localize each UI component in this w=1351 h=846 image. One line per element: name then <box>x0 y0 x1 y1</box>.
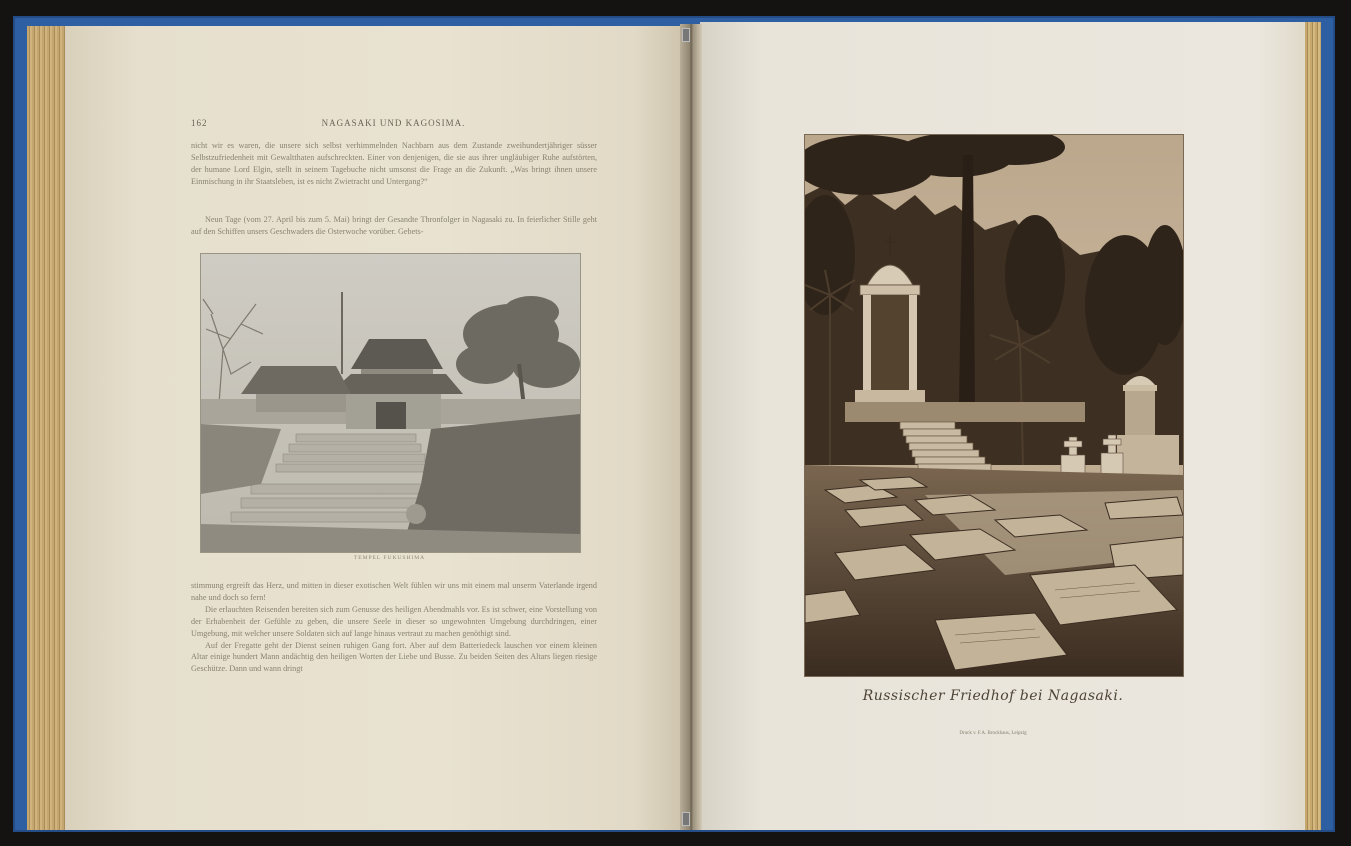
temple-photo <box>200 253 581 553</box>
text-bottom <box>191 580 597 675</box>
cemetery-plate-image <box>805 135 1183 676</box>
book-gutter <box>680 24 702 830</box>
temple-photo-image <box>201 254 580 552</box>
page-clip-bottom <box>682 812 690 826</box>
plate-credit: Druck v. F.A. Brockhaus, Leipzig <box>959 731 1027 736</box>
running-title: NAGASAKI UND KAGOSIMA. <box>321 118 466 128</box>
text-top <box>191 140 597 188</box>
plate-title: Russischer Friedhof bei Nagasaki. <box>862 688 1124 704</box>
paragraph-5: Auf der Fregatte geht der Dienst seinen ruhigen Gang fort. Aber auf dem Batteriedeck lauschen vor einem kleinen Altar einige hundert Mann andächtig den heiligen Worten der Liebe und Busse. Zu beiden Seiten des Altars liegen riesige Geschütze. Dann und wann dringt <box>191 640 597 674</box>
text-mid <box>191 214 597 238</box>
left-page-edges <box>27 26 65 830</box>
paragraph-3: stimmung ergreift das Herz, und mitten in dieser exotischen Welt fühlen wir uns mit einem mal unserm Vaterlande irgend nahe und doch so fern! <box>191 581 597 602</box>
photo-caption: TEMPEL FUKUSHIMA <box>353 555 426 561</box>
page-number: 162 <box>191 118 208 128</box>
paragraph-4: Die erlauchten Reisenden bereiten sich zum Genusse des heiligen Abendmahls vor. Es ist schwer, eine Vorstellung von der Erhabenheit der Gefühle zu geben, die unsere Seele in dieser so ungewohnten Umgebung durchdringen, einer Umgebung, mit welcher unsere Soldaten sich auf lange hinaus vertraut zu machen genöthigt sind. <box>191 604 597 638</box>
cemetery-plate <box>804 134 1184 677</box>
running-head <box>191 118 596 132</box>
page-clip-top <box>682 28 690 42</box>
paragraph-1: nicht wir es waren, die unsere sich selbst verhimmelnden Nachbarn aus dem Zustande zweihundertjähriger süsser Selbstzufriedenheit mit Gewaltthaten aufschreckten. Einer von denjenigen, die sie aus ihrer ungläubiger Ruhe aufstörten, der humane Lord Elgin, stellt in seinem Tagebuche nicht umsonst die Frage an die Zukunft. „Was bringt ihnen unsere Einmischung in ihr Staatsleben, ist es nicht Zwietracht und Untergang?“ <box>191 141 597 186</box>
right-page-edges <box>1305 22 1321 830</box>
paragraph-2: Neun Tage (vom 27. April bis zum 5. Mai) bringt der Gesandte Thronfolger in Nagasaki zu. In feierlicher Stille geht auf den Schiffen unsers Geschwaders die Osterwoche vorüber. Gebets- <box>191 215 597 236</box>
